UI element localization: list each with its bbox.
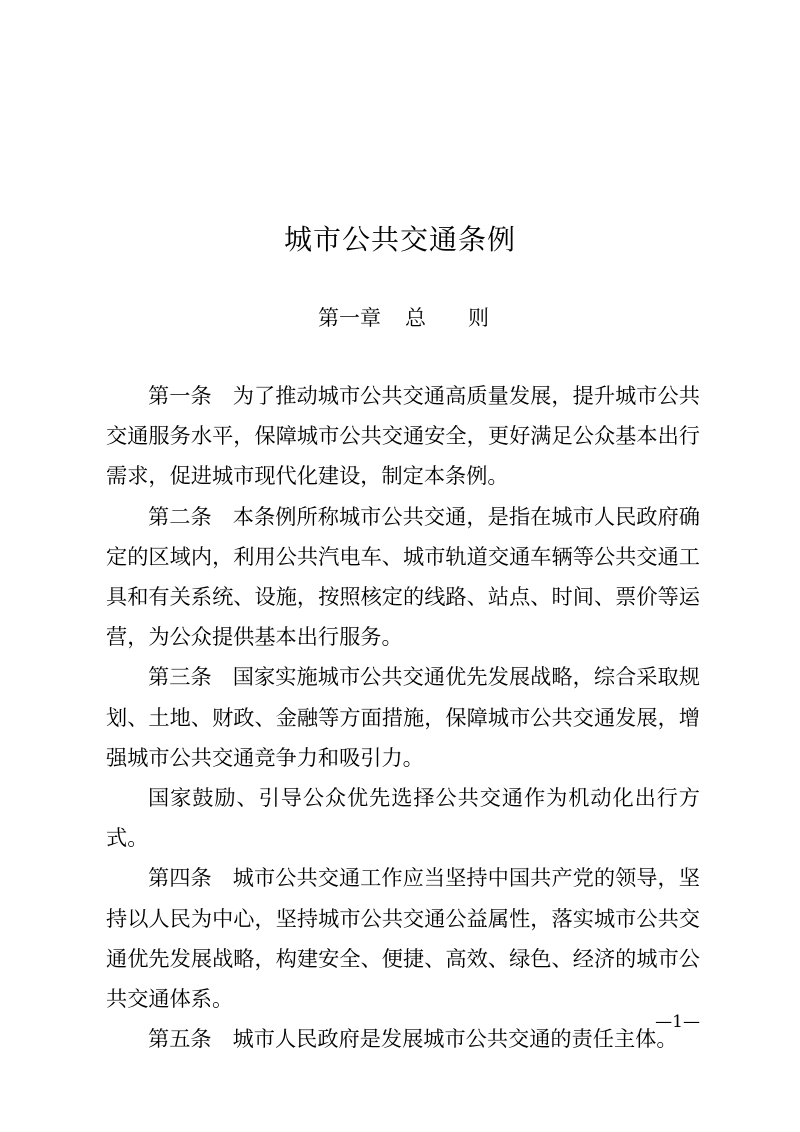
article-label: 第二条 bbox=[148, 503, 212, 529]
article-text: 国家鼓励、引导公众优先选择公共交通作为机动化出行方式。 bbox=[106, 785, 700, 851]
article-paragraph bbox=[106, 858, 700, 1019]
article-label: 第三条 bbox=[148, 664, 212, 690]
chapter-title-part1: 总 bbox=[405, 306, 426, 330]
article-text: 为了推动城市公共交通高质量发展，提升城市公共交通服务水平，保障城市公共交通安全，更好满足公众基本出行需求，促进城市现代化建设，制定本条例。 bbox=[106, 383, 700, 489]
article-paragraph bbox=[106, 497, 700, 658]
article-paragraph bbox=[106, 657, 700, 778]
article-text: 城市公共交通工作应当坚持中国共产党的领导，坚持以人民为中心，坚持城市公共交通公益属性，落实城市公共交通优先发展战略，构建安全、便捷、高效、绿色、经济的城市公共交通体系。 bbox=[106, 865, 700, 1012]
article-label: 第一条 bbox=[148, 383, 212, 408]
chapter-title-part2: 则 bbox=[468, 306, 489, 330]
article-body bbox=[106, 376, 700, 1059]
document-title: 城市公共交通条例 bbox=[283, 223, 516, 256]
article-text: 城市人民政府是发展城市公共交通的责任主体。 bbox=[232, 1026, 678, 1052]
article-paragraph bbox=[106, 1019, 700, 1059]
article-text: 本条例所称城市公共交通，是指在城市人民政府确定的区域内，利用公共汽电车、城市轨道交通车辆等公共交通工具和有关系统、设施，按照核定的线路、站点、时间、票价等运营，为公众提供基本出行服务。 bbox=[106, 503, 700, 650]
article-text: 国家实施城市公共交通优先发展战略，综合采取规划、土地、财政、金融等方面措施，保障城市公共交通发展，增强城市公共交通竞争力和吸引力。 bbox=[106, 664, 700, 770]
chapter-number: 第一章 bbox=[318, 306, 381, 330]
chapter-heading bbox=[0, 302, 800, 334]
article-paragraph bbox=[106, 778, 700, 858]
article-label: 第五条 bbox=[148, 1026, 212, 1052]
article-paragraph bbox=[106, 376, 700, 497]
page-number: —1— bbox=[655, 1012, 700, 1032]
article-label: 第四条 bbox=[148, 865, 212, 891]
